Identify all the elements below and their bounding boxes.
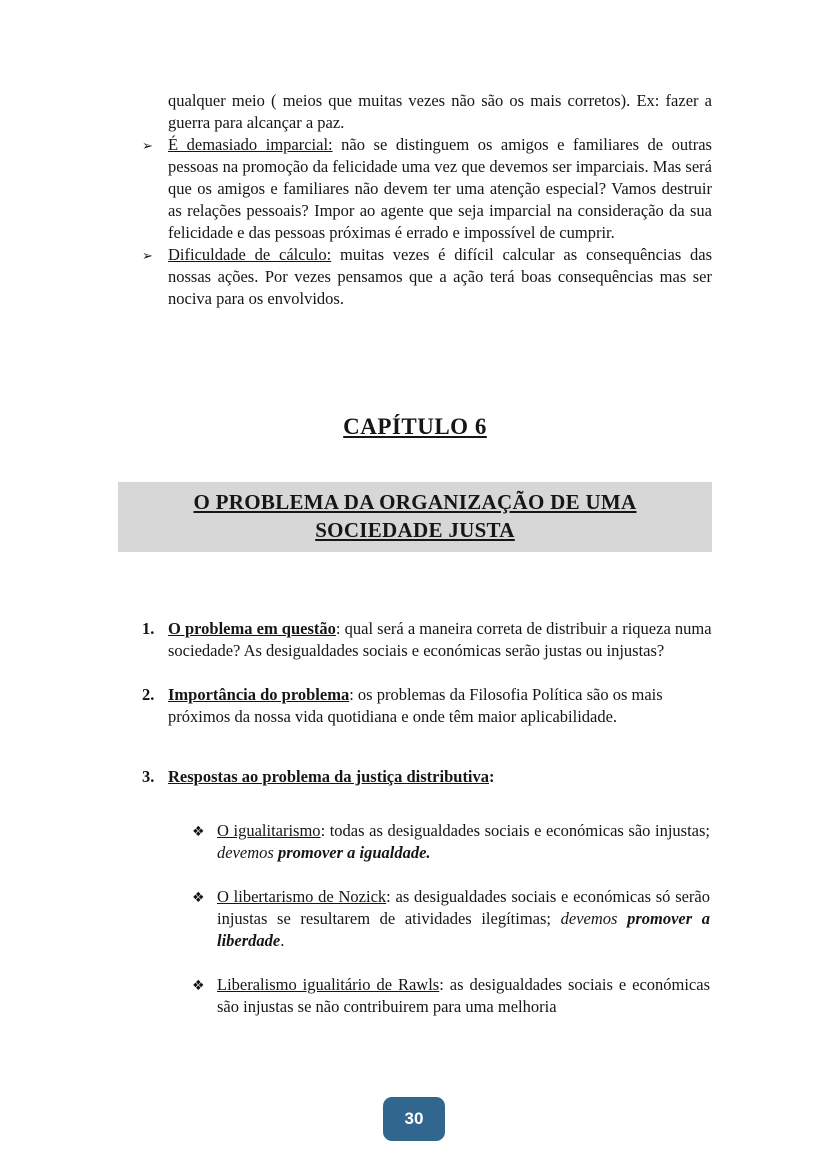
response-item-rawls — [118, 974, 712, 1018]
response-lead: Liberalismo igualitário de Rawls — [217, 975, 440, 994]
response-lead: O libertarismo de Nozick — [217, 887, 387, 906]
numbered-item-importance — [118, 684, 712, 728]
section-heading-line2: SOCIEDADE JUSTA — [315, 518, 515, 542]
response-lead: O igualitarismo — [217, 821, 321, 840]
response-text: : as desigualdades sociais e económicas só serão injustas se resultarem de atividades ilegítimas; — [217, 887, 711, 928]
response-italic: devemos — [560, 909, 628, 928]
response-text: : todas as desigualdades sociais e económicas são injustas; — [320, 821, 710, 840]
diamond-bullet-icon: ❖ — [192, 890, 205, 906]
response-bold-italic: promover a igualdade. — [277, 843, 431, 862]
section-heading-line1: O PROBLEMA DA ORGANIZAÇÃO DE UMA — [193, 490, 637, 514]
response-item-libertarianism — [118, 886, 712, 952]
item-lead: Respostas ao problema da justiça distributiva — [168, 767, 490, 786]
numbered-item-problem — [118, 618, 712, 662]
item-lead: Importância do problema — [168, 685, 350, 704]
item-lead: O problema em questão — [168, 619, 336, 638]
chapter-title — [118, 414, 712, 440]
numbered-item-responses — [118, 766, 712, 788]
bullet-text: muitas vezes é difícil calcular as consequências das nossas ações. Por vezes pensamos que a ação terá boas consequências mas ser nociva para os envolvidos. — [168, 245, 713, 308]
chapter-title-text: CAPÍTULO 6 — [343, 414, 487, 439]
bullet-text: não se distinguem os amigos e familiares de outras pessoas na promoção da felicidade uma vez que devemos ser imparciais. Mas será que os amigos e familiares não devem ter uma atenção especial? Vamos destruir as relações pessoais? Impor ao agente que seja imparcial na consideração da sua felicidade e das pessoas próximas é errado e impossível de cumprir. — [168, 135, 712, 242]
item-text: : os problemas da Filosofia Política são os mais próximos da nossa vida quotidiana e onde têm maior aplicabilidade. — [168, 685, 663, 726]
response-italic: devemos — [217, 843, 278, 862]
response-item-egalitarianism — [118, 820, 712, 864]
diamond-bullet-icon: ❖ — [192, 978, 205, 994]
bullet-item-calculation — [118, 244, 712, 310]
bullet-lead: Dificuldade de cálculo: — [168, 245, 332, 264]
arrow-bullet-icon: ➢ — [142, 139, 153, 154]
arrow-bullet-icon: ➢ — [142, 249, 153, 264]
bullet-lead: É demasiado imparcial: — [168, 135, 333, 154]
section-heading — [118, 482, 712, 552]
response-bold-italic: promover a liberdade — [217, 909, 711, 950]
item-number: 2. — [142, 685, 155, 704]
diamond-bullet-icon: ❖ — [192, 824, 205, 840]
page-content — [118, 0, 712, 1040]
responses-list — [118, 820, 712, 1018]
item-number: 3. — [142, 767, 155, 786]
response-text: : as desigualdades sociais e económicas são injustas se não contribuirem para uma melhoria — [217, 975, 710, 1016]
bullet-item-impartial — [118, 134, 712, 244]
numbered-list — [118, 618, 712, 788]
item-text: : qual será a maneira correta de distribuir a riqueza numa sociedade? As desigualdades sociais e económicas serão justas ou injustas? — [168, 619, 712, 660]
continuation-paragraph: qualquer meio ( meios que muitas vezes não são os mais corretos). Ex: fazer a guerra para alcançar a paz. — [168, 91, 712, 132]
item-number: 1. — [142, 619, 155, 638]
page-number: 30 — [404, 1109, 424, 1128]
page-number-badge — [383, 1097, 445, 1141]
item-text: : — [489, 767, 495, 786]
response-tail: . — [280, 931, 285, 950]
